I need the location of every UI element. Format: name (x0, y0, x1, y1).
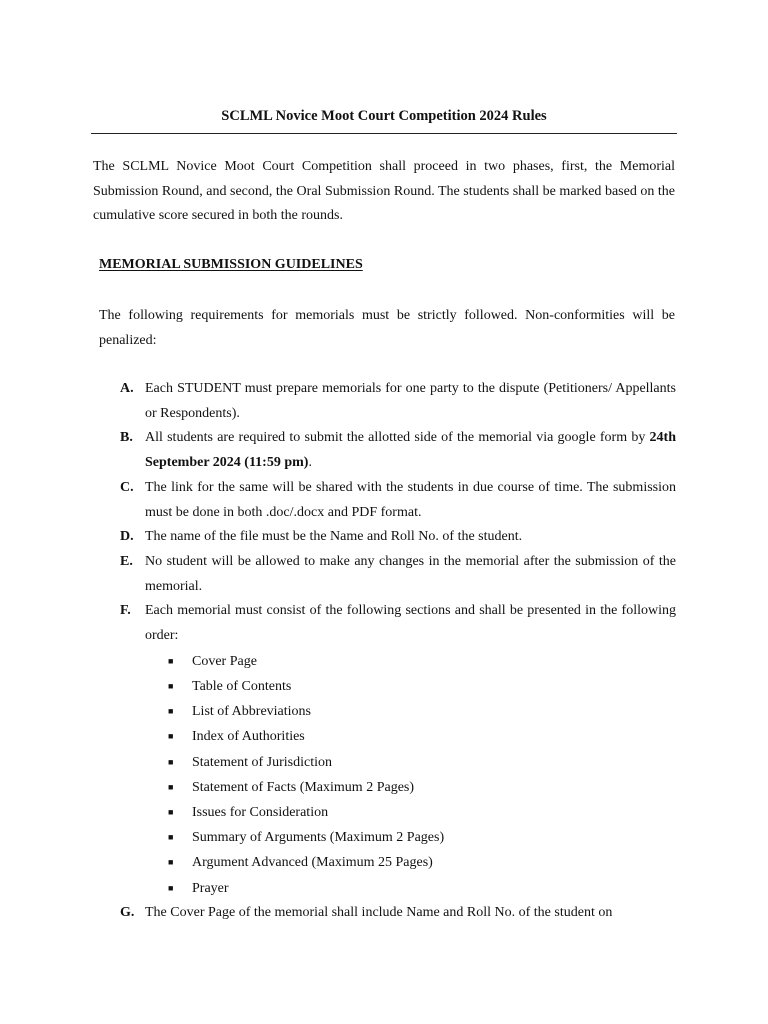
list-item (145, 750, 676, 775)
lead-paragraph: The following requirements for memorials must be strictly followed. Non-conformities will be penalized: (99, 308, 675, 348)
list-item (145, 649, 676, 674)
memorial-sections-list (145, 649, 676, 901)
square-bullet-icon: ■ (168, 781, 174, 792)
rule-text: The link for the same will be shared with the students in due course of time. The submission must be done in both .doc/.docx and PDF format. (145, 479, 676, 520)
square-bullet-icon: ■ (168, 806, 174, 817)
list-item (145, 800, 676, 825)
rule-text: The name of the file must be the Name and Roll No. of the student. (145, 529, 523, 545)
rule-text: The Cover Page of the memorial shall include Name and Roll No. of the student on (145, 904, 613, 920)
square-bullet-icon: ■ (168, 706, 174, 717)
section-label: Index of Authorities (192, 729, 305, 745)
rule-letter: F. (120, 603, 131, 619)
list-item (145, 850, 676, 875)
list-item (145, 699, 676, 724)
rule-letter: C. (120, 479, 134, 495)
square-bullet-icon: ■ (168, 756, 174, 767)
rule-text-end: . (308, 455, 312, 471)
rule-text: All students are required to submit the allotted side of the memorial via google form by (145, 430, 650, 446)
square-bullet-icon: ■ (168, 857, 174, 868)
section-label: Table of Contents (192, 678, 292, 694)
section-label: Statement of Facts (Maximum 2 Pages) (192, 779, 415, 795)
intro-paragraph: The SCLML Novice Moot Court Competition shall proceed in two phases, first, the Memorial Submission Round, and second, the Oral Submission Round. The students shall be marked based on the cumulative score secured in both the rounds. (93, 159, 675, 223)
rule-item-d (120, 525, 676, 550)
rule-letter: A. (120, 381, 134, 396)
section-label: Cover Page (192, 653, 257, 669)
rule-item-b (120, 426, 676, 475)
section-label: Summary of Arguments (Maximum 2 Pages) (192, 830, 445, 846)
section-label: Issues for Consideration (192, 804, 329, 820)
rule-letter: D. (120, 529, 134, 545)
rule-letter: E. (120, 553, 133, 569)
rules-list (120, 377, 676, 925)
submission-deadline: 24th September 2024 (11:59 pm) (145, 430, 676, 471)
section-heading: MEMORIAL SUBMISSION GUIDELINES (99, 257, 363, 272)
rule-text: Each memorial must consist of the following sections and shall be presented in the following order: (145, 603, 676, 644)
title-divider (91, 133, 677, 134)
page-title: SCLML Novice Moot Court Competition 2024 Rules (221, 108, 547, 124)
rule-letter: G. (120, 904, 135, 920)
list-item (145, 825, 676, 850)
rule-item-f (120, 599, 676, 900)
square-bullet-icon: ■ (168, 832, 174, 843)
section-label: Statement of Jurisdiction (192, 754, 332, 770)
square-bullet-icon: ■ (168, 882, 174, 893)
rule-item-e (120, 550, 676, 599)
square-bullet-icon: ■ (168, 680, 174, 691)
list-item (145, 876, 676, 901)
square-bullet-icon: ■ (168, 655, 174, 666)
section-label: Prayer (192, 880, 229, 896)
rule-item-a (120, 377, 676, 426)
list-item (145, 724, 676, 749)
rule-text: Each STUDENT must prepare memorials for one party to the dispute (Petitioners/ Appellants or Respondents). (145, 381, 676, 421)
section-label: Argument Advanced (Maximum 25 Pages) (192, 855, 433, 871)
rule-text: No student will be allowed to make any changes in the memorial after the submission of the memorial. (145, 553, 676, 594)
list-item (145, 775, 676, 800)
rule-letter: B. (120, 430, 133, 446)
rule-item-c (120, 476, 676, 525)
square-bullet-icon: ■ (168, 731, 174, 742)
section-label: List of Abbreviations (192, 704, 311, 720)
rule-item-g (120, 901, 676, 926)
list-item (145, 674, 676, 699)
